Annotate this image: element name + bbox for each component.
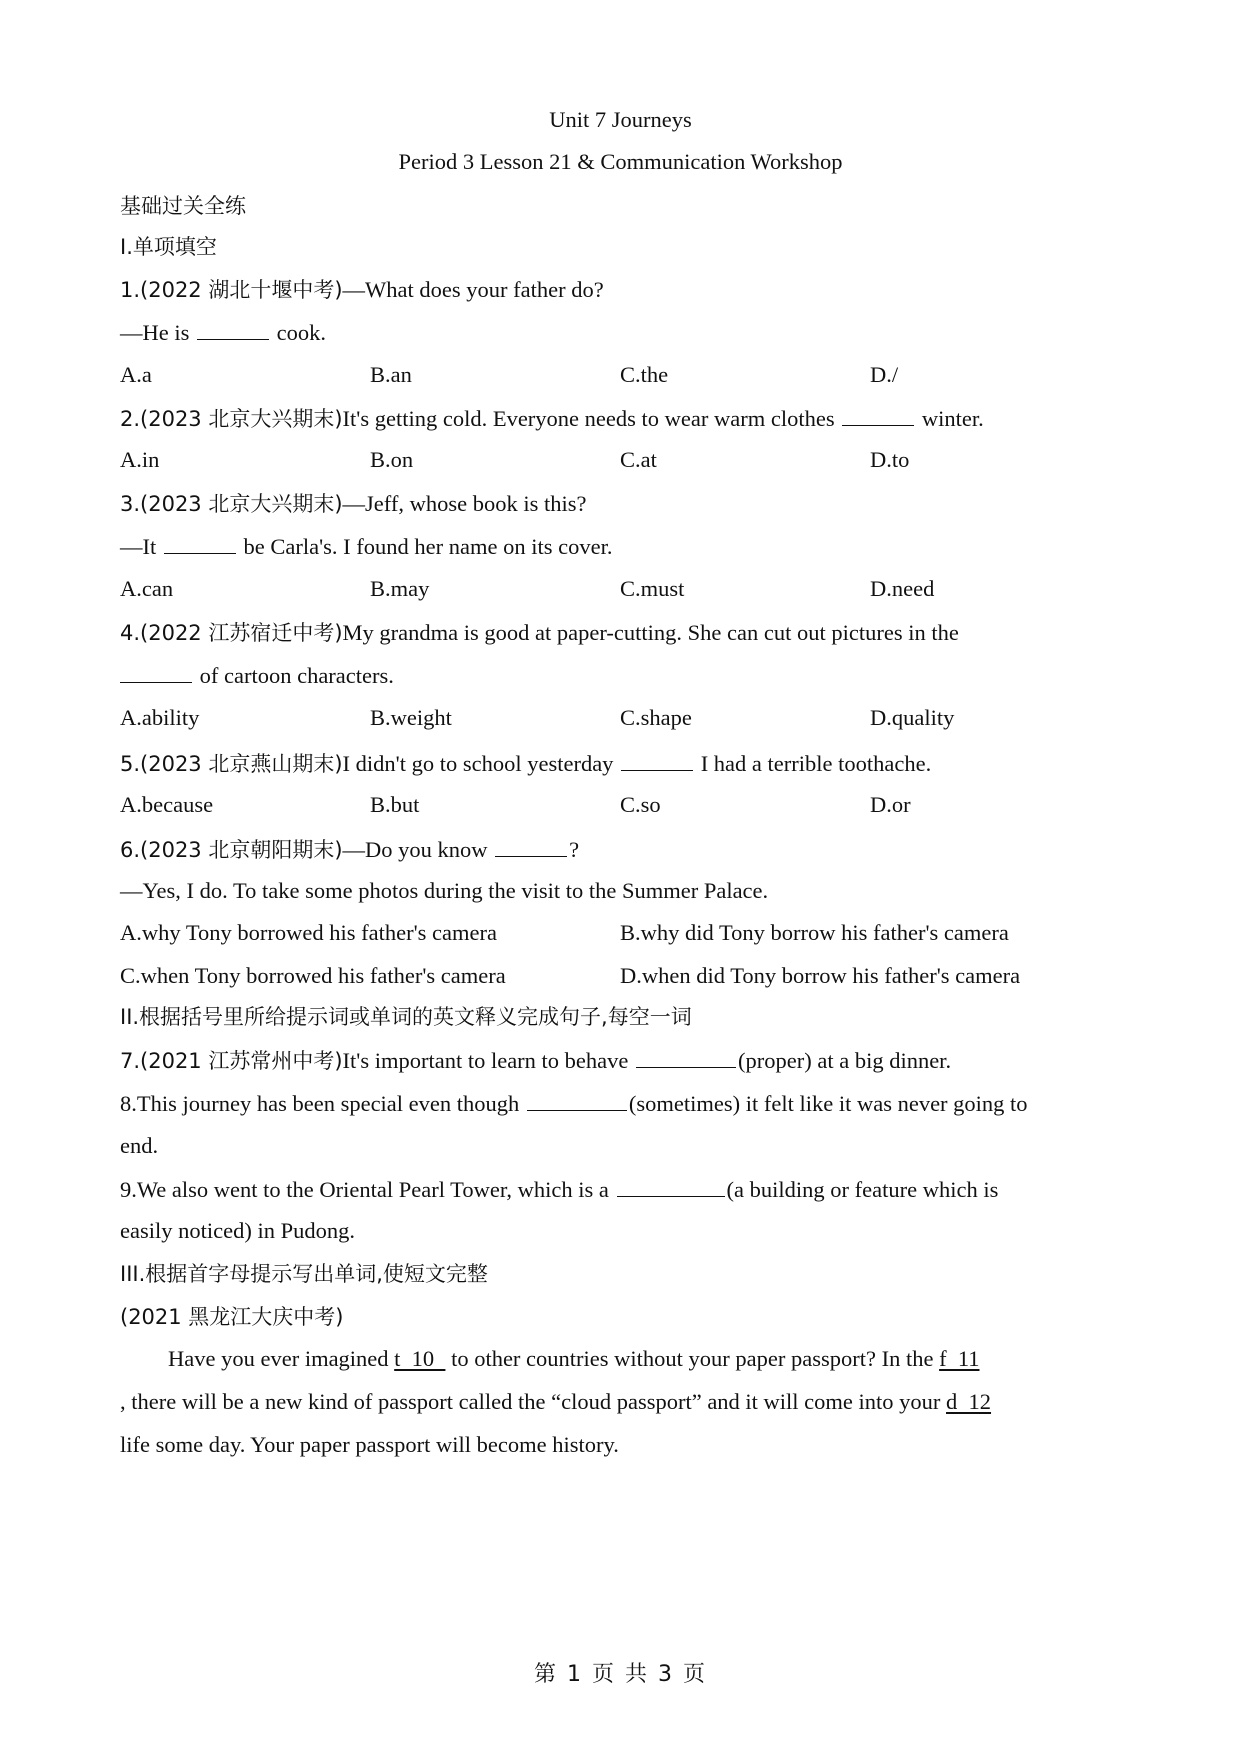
passage-source: (2021 黑龙江大庆中考) (120, 1305, 344, 1329)
passage-text: , there will be a new kind of passport called the “cloud passport” and it will come into your (120, 1389, 941, 1414)
q4-line2-end: of cartoon characters. (199, 663, 394, 688)
q1-source: 1.(2022 湖北十堰中考) (120, 278, 343, 302)
question-7 (120, 1045, 1126, 1076)
passage-text: Have you ever imagined (168, 1346, 389, 1371)
option-a[interactable]: A.why Tony borrowed his father's camera (120, 920, 497, 945)
question-4 (120, 618, 1126, 648)
question-8-line2: end. (120, 1133, 159, 1158)
question-3 (120, 489, 1126, 519)
option-b[interactable]: B.an (370, 362, 412, 387)
option-b[interactable]: B.why did Tony borrow his father's camera (620, 920, 1009, 945)
q7-text-end: (proper) at a big dinner. (738, 1048, 952, 1073)
question-6 (120, 834, 1126, 865)
answer-blank[interactable] (842, 403, 914, 426)
option-b[interactable]: B.on (370, 447, 414, 472)
question-2 (120, 403, 1126, 434)
q9-text-end: (a building or feature which is (726, 1177, 999, 1202)
unit-title: Unit 7 Journeys (549, 107, 692, 132)
option-c[interactable]: C.shape (620, 705, 692, 730)
q1-line2-start: —He is (120, 320, 190, 345)
option-b[interactable]: B.weight (370, 705, 452, 730)
option-c[interactable]: C.so (620, 792, 661, 817)
q5-source: 5.(2023 北京燕山期末) (120, 752, 343, 776)
option-c[interactable]: C.the (620, 362, 669, 387)
answer-blank[interactable] (197, 317, 269, 340)
q8-text-end: (sometimes) it felt like it was never going to (628, 1091, 1028, 1116)
answer-blank[interactable] (621, 748, 693, 771)
option-a[interactable]: A.a (120, 362, 152, 387)
answer-blank[interactable] (617, 1174, 725, 1197)
option-b[interactable]: B.but (370, 792, 420, 817)
question-8 (120, 1088, 1126, 1119)
option-d[interactable]: D./ (870, 362, 899, 387)
option-d[interactable]: D.need (870, 576, 935, 601)
q1-text: —What does your father do? (342, 277, 604, 302)
q2-text-start: It's getting cold. Everyone needs to wear warm clothes (342, 406, 835, 431)
option-b[interactable]: B.may (370, 576, 430, 601)
question-5 (120, 748, 1126, 779)
question-1-line2 (120, 317, 1126, 348)
q5-text-start: I didn't go to school yesterday (342, 751, 614, 776)
answer-blank[interactable] (636, 1045, 736, 1068)
question-6-line2: —Yes, I do. To take some photos during the visit to the Summer Palace. (120, 878, 769, 903)
q6-text-end: ? (569, 837, 580, 862)
q3-source: 3.(2023 北京大兴期末) (120, 492, 343, 516)
answer-blank-10[interactable]: t 10 (394, 1346, 446, 1371)
question-3-line2 (120, 531, 1126, 562)
option-a[interactable]: A.ability (120, 705, 200, 730)
answer-blank[interactable] (495, 834, 567, 857)
q2-source: 2.(2023 北京大兴期末) (120, 407, 343, 431)
answer-blank-12[interactable]: d 12 (946, 1389, 992, 1414)
option-c[interactable]: C.must (620, 576, 685, 601)
option-d[interactable]: D.when did Tony borrow his father's camera (620, 963, 1021, 988)
q7-source: 7.(2021 江苏常州中考) (120, 1049, 343, 1073)
q3-line2-end: be Carla's. I found her name on its cover. (243, 534, 613, 559)
passage-line-3: life some day. Your paper passport will become history. (120, 1432, 619, 1457)
page-number: 第 1 页 共 3 页 (534, 1662, 707, 1687)
section-label: 基础过关全练 (120, 194, 246, 218)
passage-text: to other countries without your paper passport? In the (451, 1346, 934, 1371)
question-9-line2: easily noticed) in Pudong. (120, 1218, 355, 1243)
question-4-line2 (120, 660, 1126, 691)
part3-heading: III.根据首字母提示写出单词,使短文完整 (120, 1262, 488, 1286)
q8-text-start: 8.This journey has been special even though (120, 1091, 520, 1116)
q9-text-start: 9.We also went to the Oriental Pearl Tower, which is a (120, 1177, 609, 1202)
q3-line2-start: —It (120, 534, 157, 559)
option-a[interactable]: A.in (120, 447, 160, 472)
q5-text-end: I had a terrible toothache. (700, 751, 932, 776)
q6-source: 6.(2023 北京朝阳期末) (120, 838, 343, 862)
option-a[interactable]: A.can (120, 576, 174, 601)
lesson-subtitle: Period 3 Lesson 21 & Communication Workshop (398, 149, 843, 174)
q1-line2-end: cook. (276, 320, 326, 345)
q4-text: My grandma is good at paper-cutting. She can cut out pictures in the (342, 620, 959, 645)
option-d[interactable]: D.quality (870, 705, 955, 730)
q7-text-start: It's important to learn to behave (342, 1048, 629, 1073)
option-a[interactable]: A.because (120, 792, 214, 817)
question-1 (120, 275, 1126, 305)
part1-heading: I.单项填空 (120, 235, 217, 259)
answer-blank[interactable] (164, 531, 236, 554)
answer-blank-11[interactable]: f 11 (939, 1346, 980, 1371)
option-d[interactable]: D.or (870, 792, 911, 817)
q2-text-end: winter. (921, 406, 984, 431)
option-d[interactable]: D.to (870, 447, 910, 472)
q6-text-start: —Do you know (342, 837, 488, 862)
option-c[interactable]: C.when Tony borrowed his father's camera (120, 963, 506, 988)
question-9 (120, 1174, 1126, 1205)
answer-blank[interactable] (120, 660, 192, 683)
q4-source: 4.(2022 江苏宿迁中考) (120, 621, 343, 645)
answer-blank[interactable] (527, 1088, 627, 1111)
option-c[interactable]: C.at (620, 447, 657, 472)
q3-text: —Jeff, whose book is this? (342, 491, 587, 516)
part2-heading: II.根据括号里所给提示词或单词的英文释义完成句子,每空一词 (120, 1005, 692, 1029)
passage-line-2 (120, 1387, 1126, 1417)
passage-line-1 (168, 1344, 1126, 1374)
